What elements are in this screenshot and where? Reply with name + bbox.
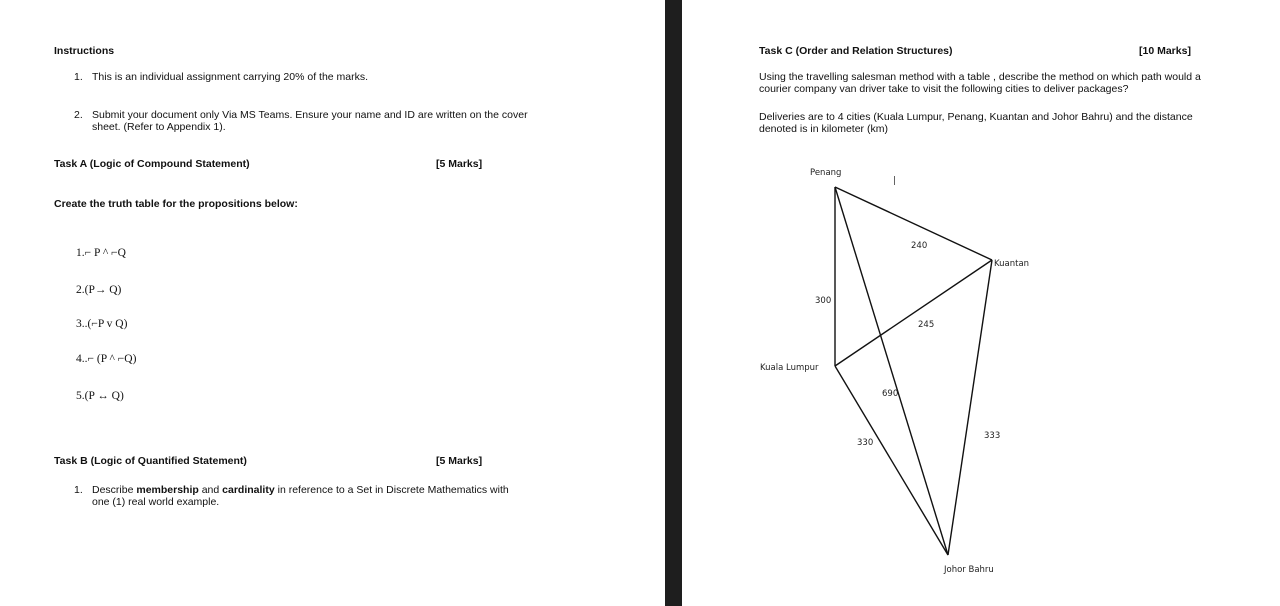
page-divider <box>665 0 682 606</box>
task-c-marks: [10 Marks] <box>1139 45 1191 57</box>
task-b-pre: Describe <box>92 484 137 496</box>
task-c-title: Task C (Order and Relation Structures) <box>759 45 953 57</box>
task-a-prompt: Create the truth table for the propositions below: <box>54 198 298 210</box>
term-cardinality: cardinality <box>222 484 275 496</box>
term-membership: membership <box>136 484 199 496</box>
instruction-1-text: This is an individual assignment carrying 20% of the marks. <box>92 71 369 83</box>
task-c-para2-line2: denoted is in kilometer (km) <box>759 123 888 135</box>
right-document-page <box>682 0 1280 606</box>
instructions-heading: Instructions <box>54 45 115 57</box>
text-cursor-mark: | <box>893 176 896 186</box>
task-c-para1-line1: Using the travelling salesman method with a table , describe the method on which path would a <box>759 71 1201 83</box>
distance-penang-kuantan: 240 <box>911 241 928 251</box>
task-c-para1-line2: courier company van driver take to visit the following cities to deliver packages? <box>759 83 1129 95</box>
task-c-para2-line1: Deliveries are to 4 cities (Kuala Lumpur, Penang, Kuantan and Johor Bahru) and the distance <box>759 111 1193 123</box>
task-b-marks: [5 Marks] <box>436 455 483 467</box>
distance-penang-kualalumpur: 300 <box>815 296 832 306</box>
city-penang: Penang <box>810 168 842 178</box>
city-kuantan: Kuantan <box>994 259 1030 269</box>
edge-kuantan-johorbahru <box>948 260 992 555</box>
edge-kualalumpur-kuantan <box>835 260 992 366</box>
task-b-line2: one (1) real world example. <box>92 496 220 508</box>
distance-kualalumpur-johorbahru: 330 <box>857 438 874 448</box>
instruction-2-number: 2. <box>74 109 83 121</box>
proposition-5: 5.(P ↔ Q) <box>76 390 124 402</box>
task-b-title: Task B (Logic of Quantified Statement) <box>54 455 247 467</box>
proposition-3: 3..(⌐P v Q) <box>76 318 128 330</box>
instruction-2-line2: sheet. (Refer to Appendix 1). <box>92 121 226 133</box>
distance-kualalumpur-kuantan: 245 <box>918 320 935 330</box>
proposition-1: 1.⌐ P ^ ⌐Q <box>76 247 126 259</box>
distance-kuantan-johorbahru: 333 <box>984 431 1001 441</box>
task-b-mid: and <box>198 484 223 496</box>
proposition-4: 4..⌐ (P ^ ⌐Q) <box>76 353 137 365</box>
task-b-item-number: 1. <box>74 484 83 496</box>
distance-penang-johorbahru: 690 <box>882 389 899 399</box>
city-johor-bahru: Johor Bahru <box>944 565 994 575</box>
task-a-title: Task A (Logic of Compound Statement) <box>54 158 250 170</box>
task-b-line1 <box>92 484 509 496</box>
task-b-post: in reference to a Set in Discrete Mathematics with <box>274 484 509 496</box>
task-a-marks: [5 Marks] <box>436 158 483 170</box>
instruction-1-number: 1. <box>74 71 83 83</box>
proposition-2: 2.(P→ Q) <box>76 284 122 296</box>
edge-penang-johorbahru <box>835 187 948 555</box>
city-distance-graph <box>682 0 1280 606</box>
city-kuala-lumpur: Kuala Lumpur <box>760 363 819 373</box>
instruction-2-line1: Submit your document only Via MS Teams. Ensure your name and ID are written on the cover <box>92 109 528 121</box>
